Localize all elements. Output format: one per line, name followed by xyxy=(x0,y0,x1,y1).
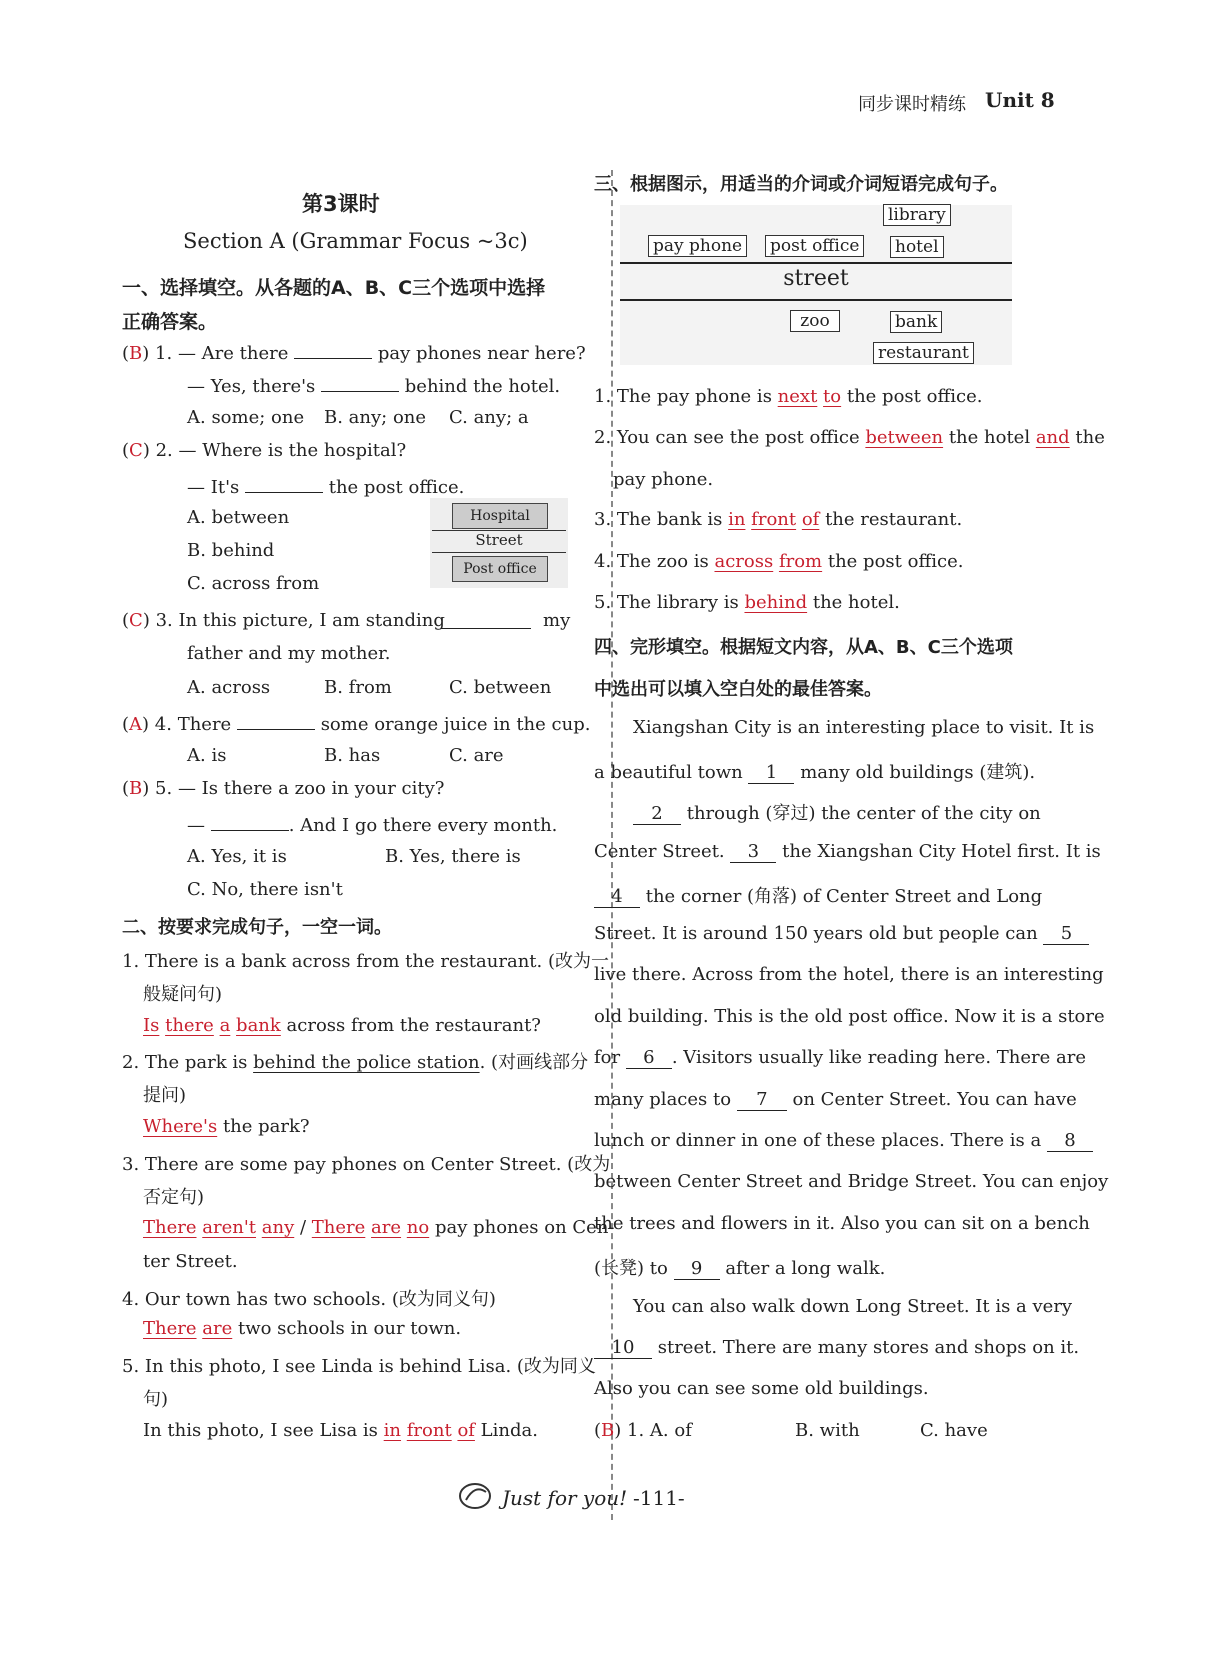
bank-box: bank xyxy=(890,311,942,333)
answer-blank xyxy=(237,711,315,730)
option-a: A. between xyxy=(187,507,290,528)
option-c: C. are xyxy=(449,745,504,766)
sentence-5-answer: In this photo, I see Lisa is in front of Linda. xyxy=(143,1420,538,1441)
blank-3: 3 xyxy=(730,842,776,863)
passage-line: 2 through (穿过) the center of the city on xyxy=(633,799,1041,825)
sentence-5-line2: 句) xyxy=(143,1389,169,1410)
library-box: library xyxy=(883,204,951,226)
map-sentence-2-line2: pay phone. xyxy=(613,469,714,490)
passage-line: Xiangshan City is an interesting place to visit. It is xyxy=(633,717,1095,738)
question-1: (B) 1. — Are there pay phones near here? xyxy=(122,340,586,364)
sentence-1-answer: Is there a bank across from the restaurant? xyxy=(143,1015,541,1036)
question-4: (A) 4. There some orange juice in the cup. xyxy=(122,711,590,735)
option-b: B. any; one xyxy=(324,407,427,428)
option-a: A. across xyxy=(187,677,271,698)
option-c: C. any; a xyxy=(449,407,529,428)
answer-blank xyxy=(321,373,399,392)
blank-4: 4 xyxy=(594,887,640,908)
sentence-2-line2: 提问) xyxy=(143,1085,187,1106)
part1-heading2: 正确答案。 xyxy=(122,311,218,333)
part4-heading: 四、完形填空。根据短文内容，从A、B、C三个选项 xyxy=(594,637,1013,658)
option-a: A. Yes, it is xyxy=(187,846,287,867)
answer-blank xyxy=(245,474,323,493)
map-sentence-2: 2. You can see the post office between the hotel and the xyxy=(594,427,1105,448)
answer-blank xyxy=(294,340,372,359)
cloze-question-1: (B) 1. A. of xyxy=(594,1420,692,1441)
option-a: A. is xyxy=(187,745,227,766)
header-unit: Unit 8 xyxy=(985,88,1055,112)
part3-heading: 三、根据图示，用适当的介词或介词短语完成句子。 xyxy=(594,174,1008,195)
lesson-subtitle: Section A (Grammar Focus ~3c) xyxy=(183,229,528,253)
sentence-1-line2: 般疑问句) xyxy=(143,984,223,1005)
street-label: street xyxy=(783,266,849,291)
pay-phone-box: pay phone xyxy=(648,235,747,257)
answer-blank xyxy=(441,610,531,634)
header-series: 同步课时精练 xyxy=(858,94,966,115)
map-sentence-3: 3. The bank is in front of the restaurant. xyxy=(594,509,963,530)
question-2: (C) 2. — Where is the hospital? xyxy=(122,440,407,461)
post-office-box: Post office xyxy=(452,556,548,582)
passage-line: lunch or dinner in one of these places. There is a 8 xyxy=(594,1130,1093,1152)
option-b: B. from xyxy=(324,677,392,698)
sentence-3: 3. There are some pay phones on Center Street. (改为 xyxy=(122,1154,611,1175)
option-b: B. behind xyxy=(187,540,275,561)
question-3-line2: father and my mother. xyxy=(187,643,391,664)
option-b: B. has xyxy=(324,745,381,766)
passage-line: many places to 7 on Center Street. You can have xyxy=(594,1089,1077,1110)
passage-line: for 6 . Visitors usually like reading here. There are xyxy=(594,1047,1086,1068)
lesson-title: 第3课时 xyxy=(302,192,380,216)
passage-line: live there. Across from the hotel, there is an interesting xyxy=(594,964,1104,985)
passage-line: Also you can see some old buildings. xyxy=(594,1378,929,1399)
question-5-line2: — . And I go there every month. xyxy=(187,812,557,836)
answer-letter: B xyxy=(129,343,143,364)
blank-10: 10 xyxy=(594,1338,652,1359)
map-sentence-1: 1. The pay phone is next to the post office. xyxy=(594,386,983,407)
part2-heading: 二、按要求完成句子，一空一词。 xyxy=(122,917,392,938)
underlined-phrase: behind the police station xyxy=(253,1052,480,1073)
option-a: A. some; one xyxy=(187,407,305,428)
option-b: B. with xyxy=(795,1420,860,1441)
question-3-tail: my xyxy=(543,610,571,631)
sentence-4: 4. Our town has two schools. (改为同义句) xyxy=(122,1289,496,1310)
passage-line: (长凳) to 9 after a long walk. xyxy=(594,1258,886,1279)
question-2-line2: — It's the post office. xyxy=(187,474,464,498)
sentence-2-answer: Where's the park? xyxy=(143,1116,310,1137)
blank-2: 2 xyxy=(633,804,681,825)
street-label: Street xyxy=(475,531,523,549)
part4-heading2: 中选出可以填入空白处的最佳答案。 xyxy=(594,679,882,700)
hotel-box: hotel xyxy=(890,236,944,258)
zoo-box: zoo xyxy=(790,310,840,332)
hospital-box: Hospital xyxy=(452,503,548,529)
map-sentence-4: 4. The zoo is across from the post office. xyxy=(594,551,964,572)
sentence-5: 5. In this photo, I see Linda is behind Lisa. (改为同义 xyxy=(122,1356,596,1377)
option-c: C. No, there isn't xyxy=(187,879,343,900)
sentence-3-answer: There aren't any / There are no pay phones on Cen- xyxy=(143,1217,615,1238)
page-number: -111- xyxy=(633,1486,685,1510)
passage-line: a beautiful town 1 many old buildings (建筑). xyxy=(594,762,1036,783)
blank-6: 6 xyxy=(626,1048,672,1069)
sentence-3-answer-line2: ter Street. xyxy=(143,1251,238,1272)
option-c: C. across from xyxy=(187,573,320,594)
question-3: (C) 3. In this picture, I am standing xyxy=(122,610,445,631)
blank-8: 8 xyxy=(1047,1131,1093,1152)
passage-line: 4 the corner (角落) of Center Street and Long xyxy=(594,882,1042,908)
brand-logo-icon xyxy=(458,1482,492,1510)
passage-line: You can also walk down Long Street. It is a very xyxy=(633,1296,1073,1317)
passage-line: old building. This is the old post office. Now it is a store xyxy=(594,1006,1105,1027)
answer-blank xyxy=(211,812,289,831)
passage-line: between Center Street and Bridge Street. You can enjoy xyxy=(594,1171,1109,1192)
blank-7: 7 xyxy=(737,1090,787,1111)
option-c: C. have xyxy=(920,1420,988,1441)
post-office-box: post office xyxy=(765,235,864,257)
sentence-2: 2. The park is behind the police station. (对画线部分 xyxy=(122,1052,589,1073)
option-b: B. Yes, there is xyxy=(385,846,521,867)
restaurant-box: restaurant xyxy=(873,342,974,364)
question-5: (B) 5. — Is there a zoo in your city? xyxy=(122,778,445,799)
sentence-3-line2: 否定句) xyxy=(143,1187,205,1208)
passage-line: 10 street. There are many stores and shops on it. xyxy=(594,1337,1079,1359)
blank-9: 9 xyxy=(674,1259,720,1280)
sentence-4-answer: There are two schools in our town. xyxy=(143,1318,462,1339)
footer-slogan: Just for you! xyxy=(502,1486,628,1510)
part1-heading: 一、选择填空。从各题的A、B、C三个选项中选择 xyxy=(122,277,546,299)
passage-line: the trees and flowers in it. Also you can sit on a bench xyxy=(594,1213,1090,1234)
option-c: C. between xyxy=(449,677,552,698)
blank-5: 5 xyxy=(1043,924,1089,945)
passage-line: Street. It is around 150 years old but people can 5 xyxy=(594,923,1089,945)
question-1-line2: — Yes, there's behind the hotel. xyxy=(187,373,560,397)
map-sentence-5: 5. The library is behind the hotel. xyxy=(594,592,900,613)
blank-1: 1 xyxy=(748,763,794,784)
passage-line: Center Street. 3 the Xiangshan City Hotel first. It is xyxy=(594,841,1101,862)
sentence-1: 1. There is a bank across from the restaurant. (改为一 xyxy=(122,951,609,972)
